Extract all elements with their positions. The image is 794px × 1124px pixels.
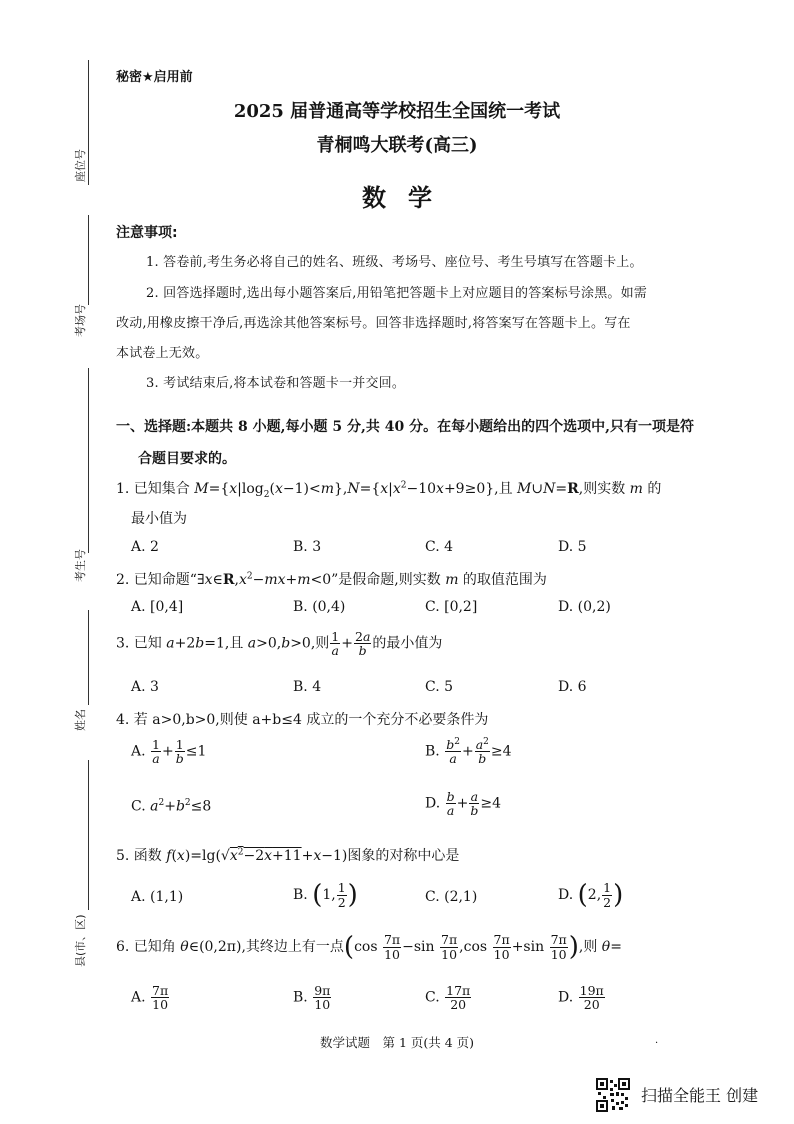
question-5-option-a: A. (1,1) [131,889,184,905]
student-id-label: 考生号 [74,549,87,582]
question-4-option-a: A. $\frac{1}{a}$ + $\frac{1}{b}$ ≤1 [131,737,207,767]
question-4-stem: 4. 若 a>0,b>0,则使 a+b≤4 成立的一个充分不必要条件为 [116,712,489,728]
question-5-option-d: D. (2, $\frac{1}{2}$ ) [558,880,624,910]
exam-subtitle: 青桐鸣大联考(高三) [316,135,478,156]
question-3-option-d: D. 6 [558,679,587,695]
note-item-2-line2: 改动,用橡皮擦干净后,再选涂其他答案标号。回答非选择题时,将答案写在答题卡上。写在 [116,316,631,331]
question-5-stem: 5. 函数 $f(x)=\lg(√x^2-2x+11+x-1)$图象的对称中心是 [116,847,460,864]
exam-title: 2025 届普通高等学校招生全国统一考试 [233,101,561,122]
scanner-watermark: 扫描全能王 创建 [641,1086,759,1105]
question-5-option-b: B. (1, $\frac{1}{2}$ ) [293,880,358,910]
question-1-stem-cont: 最小值为 [131,511,187,527]
question-2-option-c: C. [0,2] [425,599,478,615]
question-1-option-a: A. 2 [131,539,159,555]
question-1-option-b: B. 3 [293,539,322,555]
question-2-option-b: B. (0,4) [293,599,346,615]
question-2-option-a: A. [0,4] [131,599,184,615]
question-4-option-c: C. $a^2+b^2\le 8$ [131,798,212,815]
question-6-option-a: A. $\frac{7\pi}{10}$ [131,983,169,1013]
notes-heading: 注意事项: [116,225,178,241]
sidebar-rule [88,760,89,910]
note-item-3: 3. 考试结束后,将本试卷和答题卡一并交回。 [146,376,406,391]
question-3-option-c: C. 5 [425,679,454,695]
confidential-label: 秘密★启用前 [116,70,193,85]
question-3-option-a: A. 3 [131,679,159,695]
question-5-option-c: C. (2,1) [425,889,478,905]
note-item-2-line1: 2. 回答选择题时,选出每小题答案后,用铅笔把答题卡上对应题目的答案标号涂黑。如需 [146,286,648,301]
page-footer: 数学试题 第 1 页(共 4 页) [319,1035,475,1050]
question-6-option-b: B. $\frac{9\pi}{10}$ [293,983,331,1013]
question-1-stem: 1. 已知集合 $M=\{x|\log_2(x-1)<m\},N=\{x|x^2-10x+9\ge 0\}$,且 M∪N=R,则实数 m 的 [116,480,662,500]
note-item-2-line3: 本试卷上无效。 [116,346,209,361]
scan-speck: · [655,1038,659,1049]
sidebar-rule [88,610,89,705]
seat-label: 座位号 [74,149,87,182]
section-heading-cont: 合题目要求的。 [138,451,236,467]
question-2-option-d: D. (0,2) [558,599,611,615]
county-label: 县(市、区) [74,914,87,967]
question-3-stem: 3. 已知 a+2b=1,且 a>0,b>0,则 $\frac{1}{a}$ + $\frac{2a}{b}$ 的最小值为 [116,629,443,659]
sidebar-rule [88,215,89,305]
note-item-1: 1. 答卷前,考生务必将自己的姓名、班级、考场号、座位号、考生号填写在答题卡上。 [146,255,643,270]
question-6-option-d: D. $\frac{19\pi}{20}$ [558,983,604,1013]
section-heading: 一、选择题:本题共 8 小题,每小题 5 分,共 40 分。在每小题给出的四个选项中,只有一项是符 [116,419,694,435]
question-1-option-d: D. 5 [558,539,587,555]
question-4-option-b: B. $\frac{b^2}{a}$ + $\frac{a^2}{b}$ ≥4 [425,737,512,767]
name-label: 姓名 [74,709,87,731]
subject-title: 数学 [362,183,454,212]
room-label: 考场号 [74,304,87,337]
question-1-option-c: C. 4 [425,539,454,555]
question-6-stem: 6. 已知角 θ∈(0,2π),其终边上有一点(cos $\frac{7\pi}{10}$ −sin $\frac{7\pi}{10}$ ,cos $\frac{7\pi}{10}$ +sin $\frac{7\pi}{10}$ ),则 θ= [116,932,622,962]
question-4-option-d: D. $\frac{b}{a}$ + $\frac{a}{b}$ ≥4 [425,789,502,819]
sidebar-rule [88,368,89,553]
question-6-option-c: C. $\frac{17\pi}{20}$ [425,983,471,1013]
question-2-stem: 2. 已知命题“$\exists x\in R,x^2-mx+m<0$”是假命题,则实数 m 的取值范围为 [116,571,547,588]
qr-code-icon[interactable] [596,1078,630,1112]
question-3-option-b: B. 4 [293,679,322,695]
